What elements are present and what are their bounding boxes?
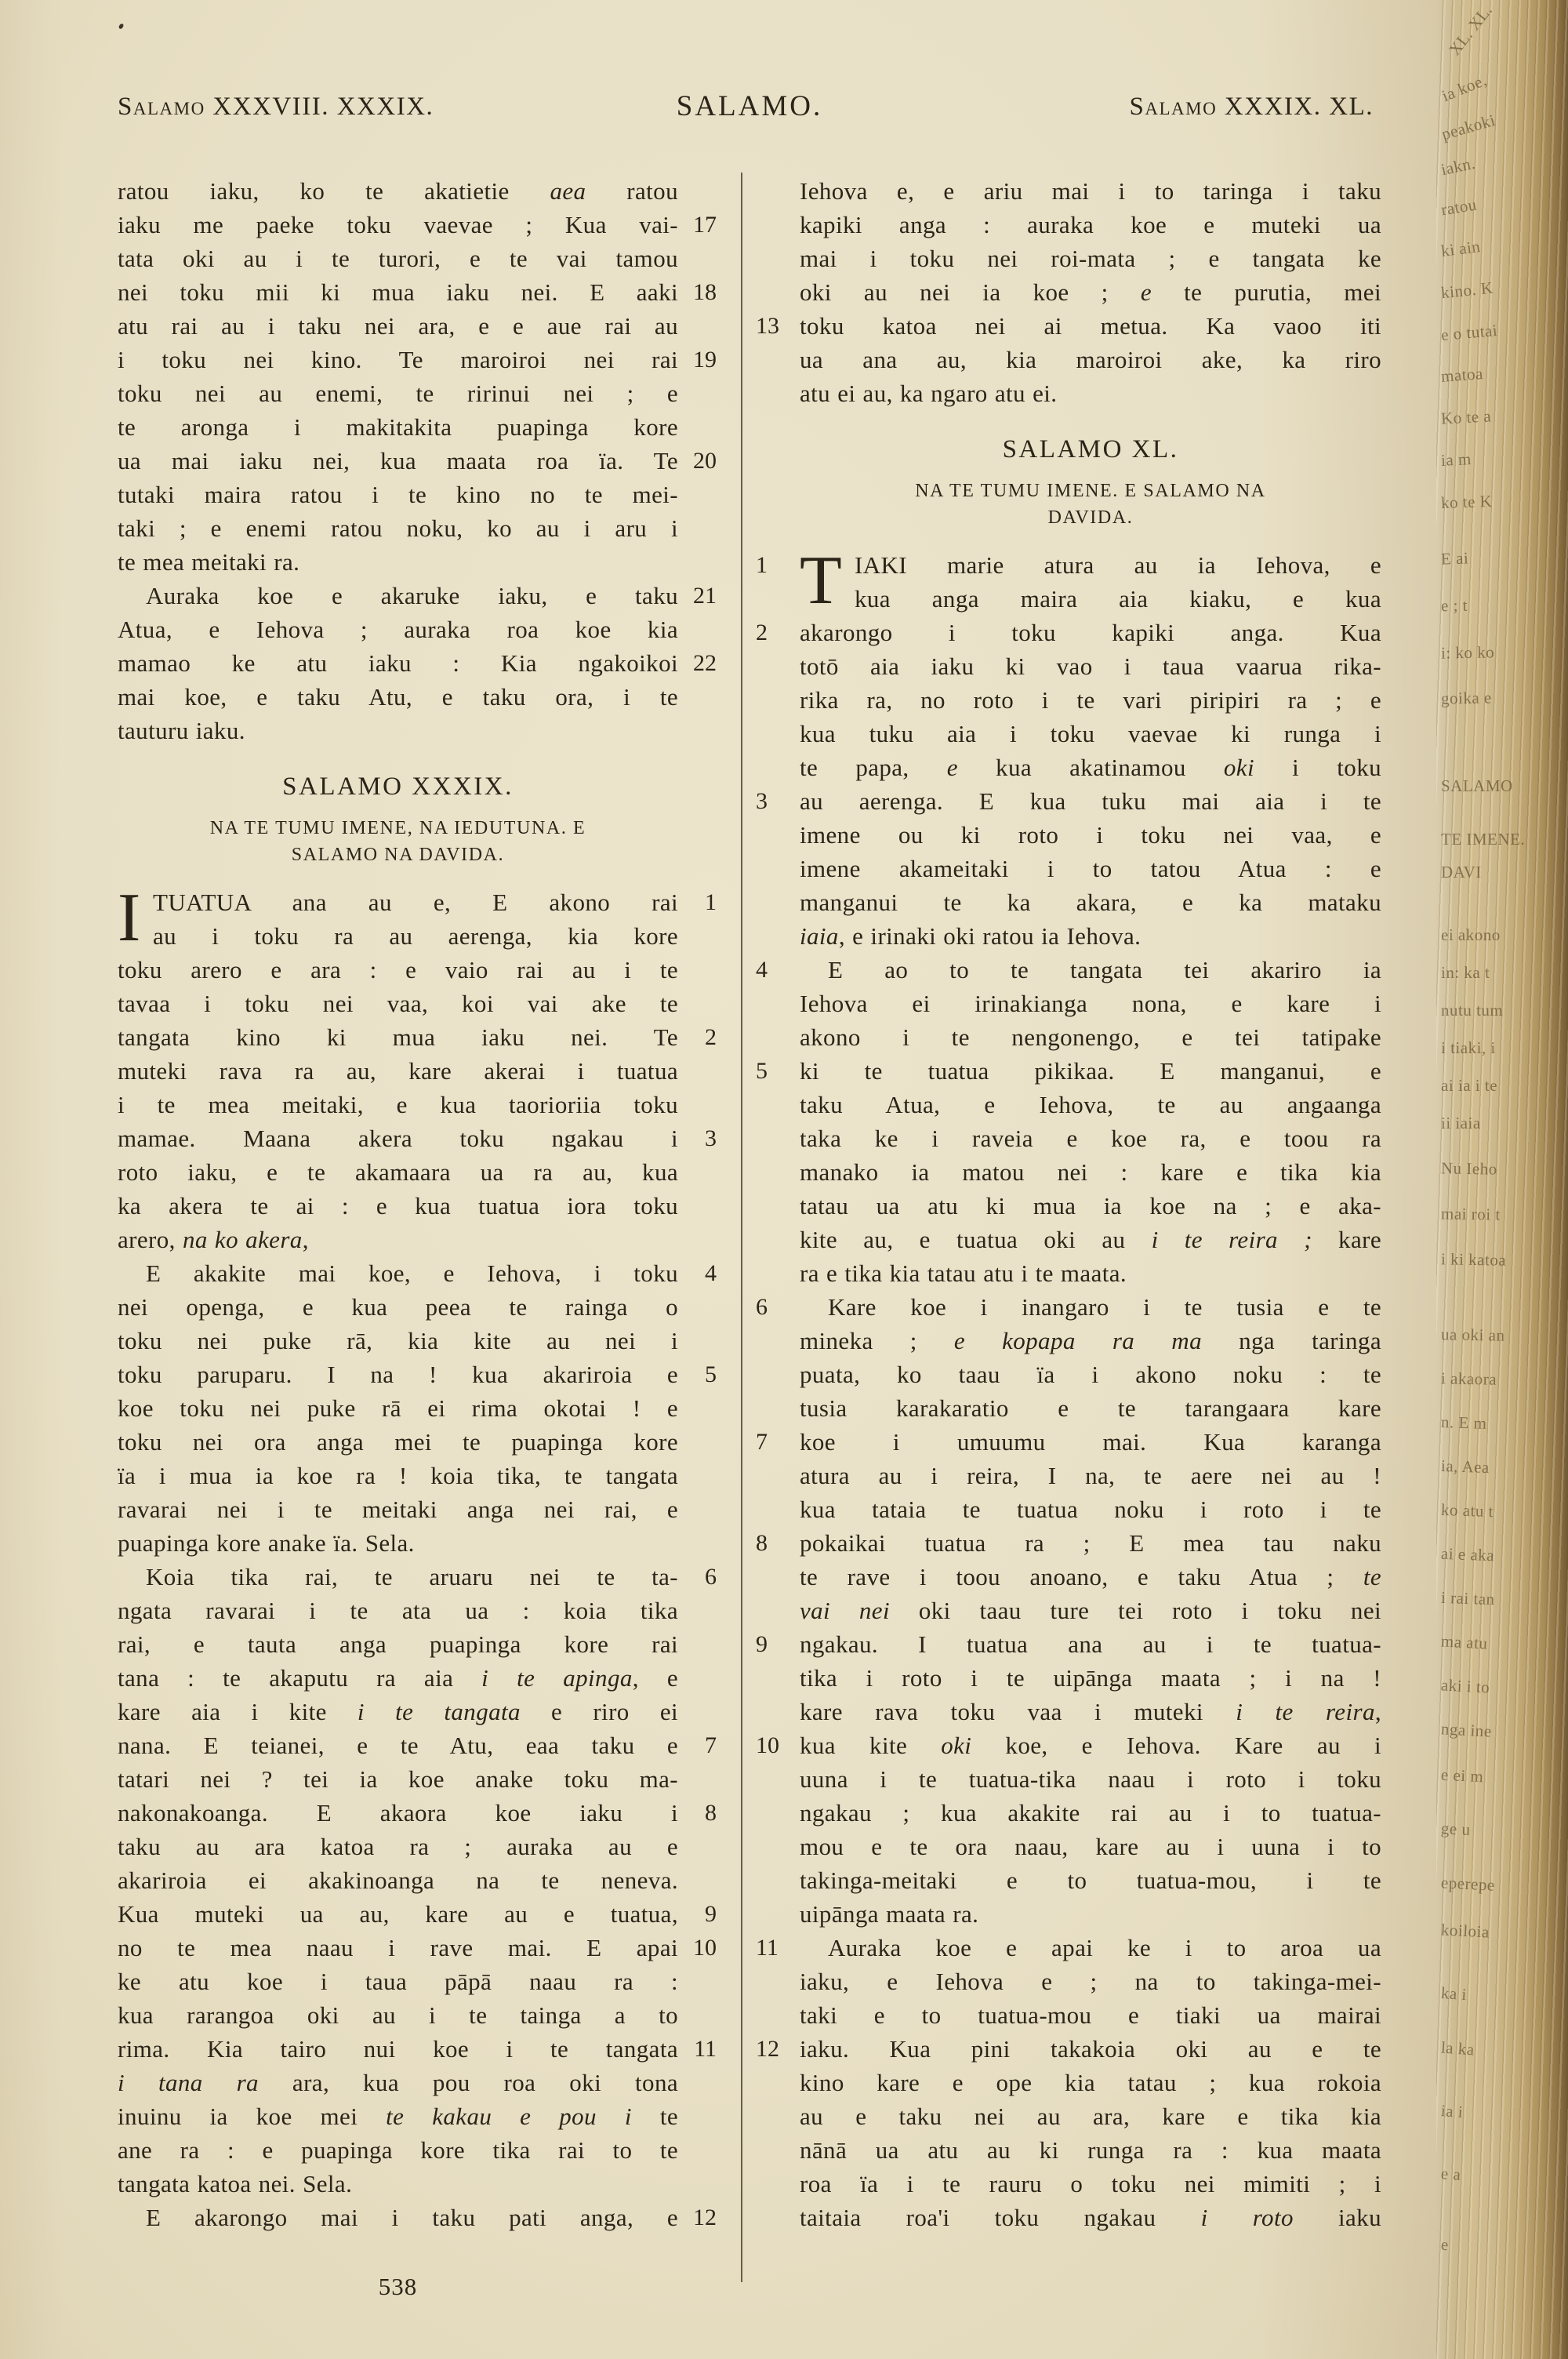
fore-edge-text-fragment: nga ine	[1440, 1719, 1493, 1741]
text-line: iaku, e Iehova e ; na to takinga-mei-	[800, 1968, 1381, 1995]
fore-edge-text-fragment: ua oki an	[1440, 1325, 1505, 1345]
text-line: toku arero e ara : e vaio rai au i te	[118, 956, 678, 983]
verse-number: 8	[756, 1530, 768, 1556]
running-head-left: Salamo XXXVIII. XXXIX.	[118, 93, 434, 121]
paragraph	[800, 174, 1381, 410]
text-line: mamae. Maana akera toku ngakau i	[118, 1125, 678, 1152]
fore-edge-text-fragment: aki i to	[1440, 1675, 1490, 1697]
text-line: i tana ra ara, kua pou roa oki tona	[118, 2069, 678, 2096]
fore-edge-text-fragment: Ko te a	[1440, 406, 1492, 428]
text-line: iaku. Kua pini takakoia oki au e te	[800, 2035, 1381, 2063]
text-line: taki e to tuatua-mou e tiaki ua mairai	[800, 2001, 1381, 2029]
text-line: vai nei oki taau ture tei roto i toku nei	[800, 1597, 1381, 1624]
paragraph	[118, 1560, 678, 2201]
text-line: taitaia roa'i toku ngakau i roto iaku	[800, 2204, 1381, 2231]
ink-speck	[118, 23, 124, 29]
text-line: IAKI marie atura au ia Iehova, e	[855, 551, 1381, 579]
text-line: ngakau. I tuatua ana au i te tuatua-	[800, 1630, 1381, 1658]
text-line: kua tataia te tuatua noku i roto i te	[800, 1496, 1381, 1523]
text-line: au aerenga. E kua tuku mai aia i te	[800, 787, 1381, 815]
text-line: muteki rava ra au, kare akerai i tuatua	[118, 1057, 678, 1085]
verse-number: 12	[756, 2036, 779, 2062]
text-line: manganui te ka akara, e ka mataku	[800, 889, 1381, 916]
verse-number: 3	[756, 788, 768, 814]
text-line: rai, e tauta anga puapinga kore rai	[118, 1630, 678, 1658]
fore-edge-text-fragment: e ei m	[1440, 1765, 1484, 1787]
text-line: uuna i te tuatua-tika naau i roto i toku	[800, 1765, 1381, 1793]
verse-number: 5	[756, 1058, 768, 1084]
text-line: imene akameitaki i to tatou Atua : e	[800, 855, 1381, 882]
running-head	[118, 88, 1381, 127]
text-line: ane ra : e puapinga kore tika rai to te	[118, 2136, 678, 2164]
fore-edge-text-fragment: ka i	[1440, 1983, 1468, 2005]
text-line: pokaikai tuatua ra ; E mea tau naku	[800, 1529, 1381, 1557]
paragraph	[118, 579, 678, 747]
text-line: au i toku ra au aerenga, kia kore	[153, 922, 678, 950]
text-line: iaia, e irinaki oki ratou ia Iehova.	[800, 922, 1142, 950]
fore-edge-text-fragment: ia, Aea	[1440, 1456, 1490, 1478]
text-line: puapinga kore anake ïa. Sela.	[118, 1529, 415, 1557]
text-line: Atua, e Iehova ; auraka roa koe kia	[118, 616, 678, 643]
verse-number: 19	[693, 347, 717, 373]
left-column	[118, 174, 729, 2234]
text-line: ratou iaku, ko te akatietie aea ratou	[118, 177, 678, 205]
text-line: TUATUA ana au e, E akono rai	[153, 889, 678, 916]
text-line: taki ; e enemi ratou noku, ko au i aru i	[118, 514, 678, 542]
fore-edge-text-fragment: n. E m	[1440, 1412, 1487, 1434]
psalm-heading: SALAMO XXXIX.	[282, 772, 514, 801]
verse-number: 4	[705, 1260, 717, 1286]
text-line: tatari nei ? tei ia koe anake toku ma-	[118, 1765, 678, 1793]
text-line: tutaki maira ratou i te kino no te mei-	[118, 481, 678, 508]
fore-edge-text-fragment: e o tutai	[1440, 320, 1499, 345]
verse-number: 22	[693, 650, 717, 676]
text-line: oki au nei ia koe ; e te purutia, mei	[800, 278, 1381, 306]
fore-edge-text-fragment: ma atu	[1440, 1631, 1489, 1653]
fore-edge-text-fragment: ki ain	[1439, 237, 1482, 260]
text-line: ravarai nei i te meitaki anga nei rai, e	[118, 1496, 678, 1523]
fore-edge-text-fragment: ai ia i te	[1441, 1076, 1498, 1095]
verse-number: 2	[705, 1024, 717, 1050]
fore-edge-text-fragment: ia koe,	[1439, 70, 1490, 106]
fore-edge-text-fragment: ko atu t	[1440, 1499, 1494, 1521]
text-line: E akarongo mai i taku pati anga, e	[146, 2204, 678, 2231]
text-line: ngakau ; kua akakite rai au i to tuatua-	[800, 1799, 1381, 1826]
text-line: tavaa i toku nei vaa, koi vai ake te	[118, 990, 678, 1017]
fore-edge-text-fragment: kino. K	[1439, 278, 1494, 303]
text-line: arero, na ko akera,	[118, 1226, 309, 1253]
fore-edge-text-fragment: ia m	[1440, 449, 1472, 470]
paragraph	[118, 2201, 678, 2234]
paragraph	[118, 880, 678, 1256]
text-line: i toku nei kino. Te maroiroi nei rai	[118, 346, 678, 373]
text-line: tana : te akaputu ra aia i te apinga, e	[118, 1664, 678, 1692]
text-line: toku katoa nei ai metua. Ka vaoo iti	[800, 312, 1381, 340]
verse-number: 10	[693, 1935, 717, 1961]
text-line: rima. Kia tairo nui koe i te tangata	[118, 2035, 678, 2063]
text-line: takinga-meitaki e to tuatua-mou, i te	[800, 1866, 1381, 1894]
verse-number: 11	[756, 1935, 779, 1961]
verse-number: 17	[693, 212, 717, 238]
fore-edge-text-fragment: peakoki	[1439, 110, 1497, 144]
text-line: toku nei au enemi, te ririnui nei ; e	[118, 380, 678, 407]
text-line: tata oki au i te turori, e te vai tamou	[118, 245, 678, 272]
psalm-subheading	[118, 815, 678, 868]
fore-edge-text-fragment: iakn.	[1439, 153, 1477, 180]
fore-edge-text-fragment: ko te K	[1440, 491, 1493, 513]
verse-number: 6	[705, 1564, 717, 1590]
paragraph	[800, 1931, 1381, 2234]
text-line: nana. E teianei, e te Atu, eaa taku e	[118, 1732, 678, 1759]
column-divider-rule	[741, 173, 742, 2282]
psalm-heading: SALAMO XL.	[1002, 435, 1179, 463]
text-line: i te mea meitaki, e kua taorioriia toku	[118, 1091, 678, 1118]
drop-cap: I	[118, 880, 141, 956]
fore-edge-text-fragment: nutu tum	[1441, 1001, 1504, 1020]
verse-number: 5	[705, 1361, 717, 1387]
text-line: koe toku nei puke rā ei rima okotai ! e	[118, 1394, 678, 1422]
fore-edge-text-fragment: matoa	[1440, 364, 1484, 386]
fore-edge-text-fragment: e a	[1440, 2164, 1462, 2184]
paragraph	[118, 174, 678, 579]
text-line: kino kare e ope kia tatau ; kua rokoia	[800, 2069, 1381, 2096]
text-line: Koia tika rai, te aruaru nei te ta-	[146, 1563, 678, 1590]
text-line: nakonakoanga. E akaora koe iaku i	[118, 1799, 678, 1826]
verse-number: 21	[693, 583, 717, 609]
text-line: nei openga, e kua peea te rainga o	[118, 1293, 678, 1321]
text-line: tangata katoa nei. Sela.	[118, 2170, 353, 2197]
paragraph	[118, 1256, 678, 1560]
text-line: mineka ; e kopapa ra ma nga taringa	[800, 1327, 1381, 1354]
fore-edge-text-fragment: E ai	[1440, 548, 1469, 569]
psalm-subheading-line: NA TE TUMU IMENE, NA IEDUTUNA. E	[209, 818, 586, 838]
text-line: te rave i toou anoano, e taku Atua ; te	[800, 1563, 1381, 1590]
text-line: uipānga maata ra.	[800, 1900, 979, 1928]
text-line: ra e tika kia tatau atu i te maata.	[800, 1259, 1127, 1287]
text-line: mou e te ora naau, kare au i uuna i to	[800, 1833, 1381, 1860]
text-line: atu rai au i taku nei ara, e e aue rai au	[118, 312, 678, 340]
fore-edge-text-fragment: la ka	[1440, 2037, 1475, 2059]
text-line: rika ra, no roto i te vari piripiri ra ; e	[800, 686, 1381, 714]
fore-edge-text-fragment: SALAMO	[1441, 776, 1513, 795]
running-head-right: Salamo XXXIX. XL.	[1129, 93, 1374, 121]
text-line: tatau ua atu ki mua ia koe na ; e aka-	[800, 1192, 1381, 1219]
text-line: akono i te nengonengo, e tei tatipake	[800, 1023, 1381, 1051]
text-line: Iehova e, e ariu mai i to taringa i taku	[800, 177, 1381, 205]
fore-edge-text-fragment: eperepe	[1440, 1873, 1496, 1895]
text-line: E akakite mai koe, e Iehova, i toku	[146, 1259, 678, 1287]
text-line: iaku me paeke toku vaevae ; Kua vai-	[118, 211, 678, 238]
verse-number: 6	[756, 1294, 768, 1320]
text-line: Kua muteki ua au, kare au e tuatua,	[118, 1900, 678, 1928]
text-line: akarongo i toku kapiki anga. Kua	[800, 619, 1381, 646]
text-line: kare rava toku vaa i muteki i te reira,	[800, 1698, 1381, 1725]
psalm-subheading-line: DAVIDA.	[1047, 507, 1134, 528]
text-line: Auraka koe e apai ke i to aroa ua	[828, 1934, 1381, 1961]
fore-edge-text-fragment: DAVI	[1441, 863, 1482, 881]
text-line: akariroia ei akakinoanga na te neneva.	[118, 1866, 678, 1894]
text-line: mai i toku nei roi-mata ; e tangata ke	[800, 245, 1381, 272]
text-line: kapiki anga : auraka koe e muteki ua	[800, 211, 1381, 238]
fore-edge-text-fragment: goika e	[1440, 688, 1492, 708]
fore-edge-text-fragment: i tiaki, i	[1441, 1038, 1496, 1057]
text-line: totō aia iaku ki vao i taua vaarua rika-	[800, 652, 1381, 680]
fore-edge-text-fragment: ei akono	[1441, 925, 1501, 944]
text-line: Iehova ei irinakianga nona, e kare i	[800, 990, 1381, 1017]
text-line: te aronga i makitakita puapinga kore	[118, 413, 678, 441]
text-line: nei toku mii ki mua iaku nei. E aaki	[118, 278, 678, 306]
fore-edge-text-fragment: Nu Ieho	[1440, 1158, 1497, 1179]
fore-edge-text-fragment: koiloia	[1440, 1920, 1490, 1942]
text-line: tauturu iaku.	[118, 717, 245, 744]
text-line: ua mai iaku nei, kua maata roa ïa. Te	[118, 447, 678, 474]
text-line: nānā ua atu au ki runga ra : kua maata	[800, 2136, 1381, 2164]
text-line: roto iaku, e te akamaara ua ra au, kua	[118, 1158, 678, 1186]
psalm-subheading-line: NA TE TUMU IMENE. E SALAMO NA	[915, 481, 1266, 501]
verse-number: 12	[693, 2205, 717, 2230]
text-line: manako ia matou nei : kare e tika kia	[800, 1158, 1381, 1186]
fore-edge-text-fragment: e	[1440, 2234, 1450, 2255]
page-number: 538	[378, 2273, 418, 2300]
verse-number: 20	[693, 448, 717, 474]
fore-edge-text-fragment: ia i	[1440, 2101, 1465, 2121]
text-line: roa ïa i te rauru o toku nei mimiti ; i	[800, 2170, 1381, 2197]
fore-edge-text-fragment: in: ka t	[1441, 963, 1490, 982]
text-line: E ao to te tangata tei akariro ia	[828, 956, 1381, 983]
text-line: toku nei ora anga mei te puapinga kore	[118, 1428, 678, 1456]
fore-edge-text-fragment: ratou	[1439, 194, 1479, 220]
text-line: tusia karakaratio e te tarangaara kare	[800, 1394, 1381, 1422]
verse-number: 3	[705, 1125, 717, 1151]
text-line: ua ana au, kia maroiroi ake, ka riro	[800, 346, 1381, 373]
drop-cap: T	[800, 543, 842, 619]
verse-number: 18	[693, 279, 717, 305]
text-line: taka ke i raveia e koe ra, e toou ra	[800, 1125, 1381, 1152]
text-line: ke atu koe i taua pāpā naau ra :	[118, 1968, 678, 1995]
text-line: te mea meitaki ra.	[118, 548, 300, 576]
fore-edge-text-fragment: i akaora	[1440, 1369, 1497, 1389]
fore-edge-text-fragment: XL. XL.	[1445, 0, 1497, 60]
text-line: au e taku nei au ara, kare e tika kia	[800, 2103, 1381, 2130]
verse-number: 11	[694, 2036, 717, 2062]
text-line: mamao ke atu iaku : Kia ngakoikoi	[118, 649, 678, 677]
text-line: taku au ara katoa ra ; auraka au e	[118, 1833, 678, 1860]
fore-edge-text-fragment: ge u	[1440, 1819, 1472, 1839]
text-line: te papa, e kua akatinamou oki i toku	[800, 754, 1381, 781]
fore-edge-text-fragment: mai roi t	[1440, 1204, 1501, 1224]
text-line: ngata ravarai i te ata ua : koia tika	[118, 1597, 678, 1624]
right-column	[754, 174, 1381, 2234]
text-line: kua kite oki koe, e Iehova. Kare au i	[800, 1732, 1381, 1759]
verse-number: 9	[705, 1901, 717, 1927]
text-line: koe i umuumu mai. Kua karanga	[800, 1428, 1381, 1456]
text-line: inuinu ia koe mei te kakau e pou i te	[118, 2103, 678, 2130]
text-line: toku nei puke rā, kia kite au nei i	[118, 1327, 678, 1354]
fore-edge-text-fragment: ii iaia	[1441, 1114, 1481, 1132]
verse-number: 7	[756, 1429, 768, 1455]
verse-number: 1	[705, 889, 717, 915]
fore-edge-text-fragment: i rai tan	[1440, 1587, 1496, 1609]
text-line: Kare koe i inangaro i te tusia e te	[828, 1293, 1381, 1321]
text-line: kare aia i kite i te tangata e riro ei	[118, 1698, 678, 1725]
text-line: atura au i reira, I na, te aere nei au !	[800, 1462, 1381, 1489]
running-head-center: SALAMO.	[676, 90, 823, 122]
text-line: kite au, e tuatua oki au i te reira ; kare	[800, 1226, 1381, 1253]
fore-edge-text-fragment: i: ko ko	[1440, 642, 1495, 663]
verse-number: 10	[756, 1732, 779, 1758]
verse-number: 9	[756, 1631, 768, 1657]
text-line: no te mea naau i rave mai. E apai	[118, 1934, 678, 1961]
text-line: puata, ko taau ïa i akono noku : te	[800, 1361, 1381, 1388]
psalm-subheading	[800, 478, 1381, 531]
right-column-text	[800, 174, 1381, 2234]
verse-number: 1	[756, 552, 768, 578]
text-line: kua anga maira aia kiaku, e kua	[855, 585, 1381, 612]
text-line: kua tuku aia i toku vaevae ki runga i	[800, 720, 1381, 747]
fore-edge-text-fragment: e ; t	[1440, 595, 1468, 616]
fore-edge-text-fragment: ai e aka	[1440, 1543, 1495, 1565]
fore-edge-text-fragment: i ki katoa	[1440, 1249, 1507, 1270]
verse-number: 2	[756, 620, 768, 645]
text-line: ki te tuatua pikikaa. E manganui, e	[800, 1057, 1381, 1085]
verse-number: 8	[705, 1800, 717, 1826]
text-line: taku Atua, e Iehova, te au angaanga	[800, 1091, 1381, 1118]
psalm-subheading-line: SALAMO NA DAVIDA.	[291, 845, 505, 865]
book-fore-edge	[1436, 0, 1568, 2359]
text-line: Auraka koe e akaruke iaku, e taku	[146, 582, 678, 609]
text-line: imene ou ki roto i toku nei vaa, e	[800, 821, 1381, 849]
text-line: tika i roto i te uipānga maata ; i na !	[800, 1664, 1381, 1692]
fore-edge-text-fragment: TE IMENE.	[1441, 830, 1526, 849]
text-line: atu ei au, ka ngaro atu ei.	[800, 380, 1058, 407]
paragraph	[800, 543, 1381, 953]
paragraph	[800, 953, 1381, 1290]
text-line: tangata kino ki mua iaku nei. Te	[118, 1023, 678, 1051]
text-line: toku paruparu. I na ! kua akariroia e	[118, 1361, 678, 1388]
text-line: ïa i mua ia koe ra ! koia tika, te tangata	[118, 1462, 678, 1489]
verse-number: 7	[705, 1732, 717, 1758]
verse-number: 13	[756, 313, 779, 339]
paragraph	[800, 1290, 1381, 1931]
text-line: ka akera te ai : e kua tuatua iora toku	[118, 1192, 678, 1219]
left-column-text	[118, 174, 678, 2234]
text-line: mai koe, e taku Atu, e taku ora, i te	[118, 683, 678, 711]
text-line: kua rarangoa oki au i te tainga a to	[118, 2001, 678, 2029]
verse-number: 4	[756, 957, 768, 983]
